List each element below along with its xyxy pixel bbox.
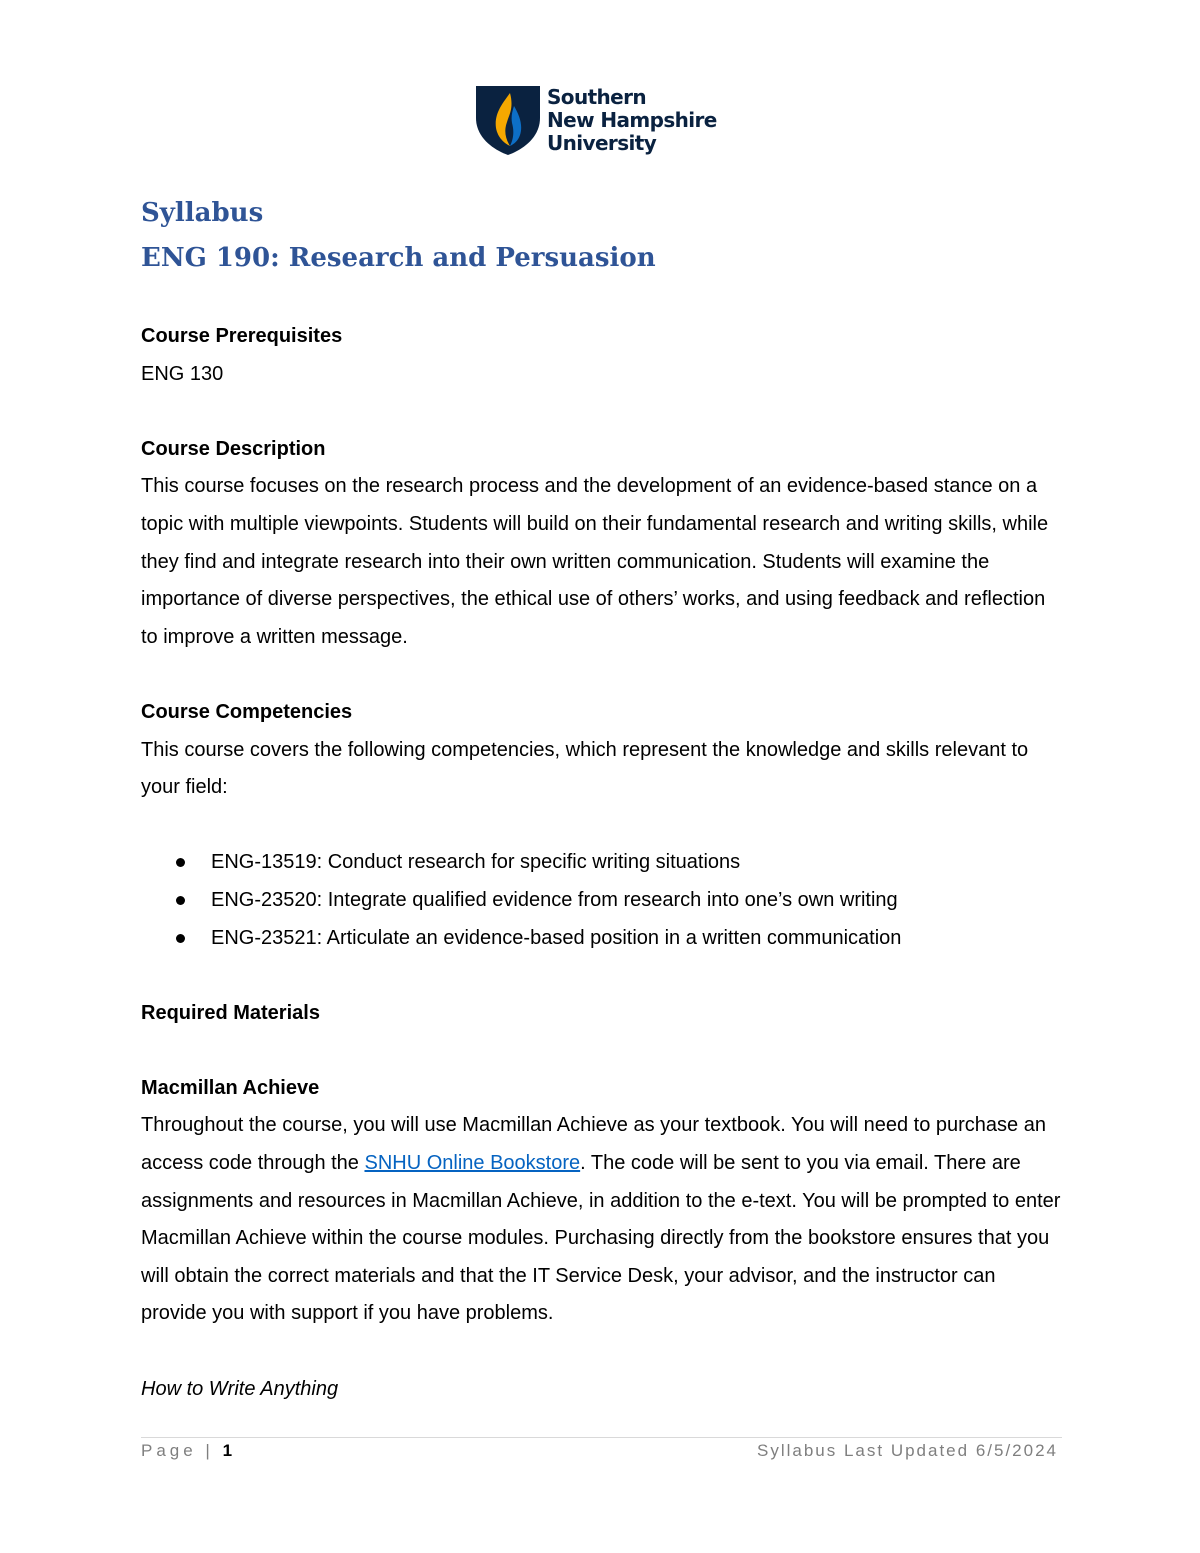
logo-wordmark — [547, 86, 717, 155]
page-number: 1 — [222, 1441, 233, 1460]
book-title: How to Write Anything — [141, 1377, 339, 1400]
list-item — [141, 920, 1066, 958]
competency-text: ENG-13519: Conduct research for specific writing situations — [211, 851, 741, 874]
macmillan-text — [141, 1107, 1066, 1333]
macmillan-heading: Macmillan Achieve — [141, 1076, 320, 1099]
university-logo — [474, 84, 717, 158]
page-label: Page | — [141, 1441, 214, 1460]
description-heading: Course Description — [141, 437, 326, 460]
last-updated: Syllabus Last Updated 6/5/2024 — [756, 1441, 1058, 1460]
description-text: This course focuses on the research process and the development of an evidence-based stance on a topic with multiple viewpoints. Students will build on their fundamental research and writing skills, while they find and integrate research into their own written communication. Students will examine the importance of diverse perspectives, the ethical use of others’ works, and using feedback and reflection to improve a written message. — [141, 475, 1049, 648]
bullet-icon — [176, 858, 185, 867]
prerequisites-heading: Course Prerequisites — [141, 325, 343, 347]
syllabus-body — [141, 318, 1066, 1408]
footer-divider — [141, 1437, 1062, 1438]
prerequisites-text: ENG 130 — [141, 362, 224, 385]
shield-flame-icon — [474, 84, 542, 156]
page-indicator — [141, 1440, 232, 1462]
competency-text: ENG-23520: Integrate qualified evidence from research into one’s own writing — [211, 888, 898, 911]
competencies-list — [141, 844, 1066, 957]
logo-line-2: New Hampshire — [547, 108, 717, 132]
list-item — [141, 882, 1066, 920]
logo-line-1: Southern — [547, 85, 647, 109]
competency-text: ENG-23521: Articulate an evidence-based position in a written communication — [211, 926, 902, 949]
bullet-icon — [176, 934, 185, 943]
materials-heading: Required Materials — [141, 1001, 320, 1024]
document-title: Syllabus — [141, 198, 264, 228]
list-item — [141, 844, 1066, 882]
macmillan-text-start: Throughout the course, you will use Macmillan Achieve as your textbook. You will need to purchase an access code through the — [141, 1114, 1046, 1175]
course-title: ENG 190: Research and Persuasion — [141, 243, 656, 273]
competencies-heading: Course Competencies — [141, 700, 353, 723]
bookstore-link[interactable]: SNHU Online Bookstore — [364, 1152, 581, 1175]
logo-line-3: University — [547, 131, 657, 155]
macmillan-text-end: . The code will be sent to you via email. There are assignments and resources in Macmillan Achieve, in addition to the e-text. You will be prompted to enter Macmillan Achieve within the course modules. Purchasing directly from the bookstore ensures that you will obtain the correct materials and that the IT Service Desk, your advisor, and the instructor can provide you with support if you have problems. — [141, 1152, 1061, 1325]
competencies-intro: This course covers the following competencies, which represent the knowledge and skills relevant to your field: — [141, 738, 1029, 799]
bullet-icon — [176, 896, 185, 905]
